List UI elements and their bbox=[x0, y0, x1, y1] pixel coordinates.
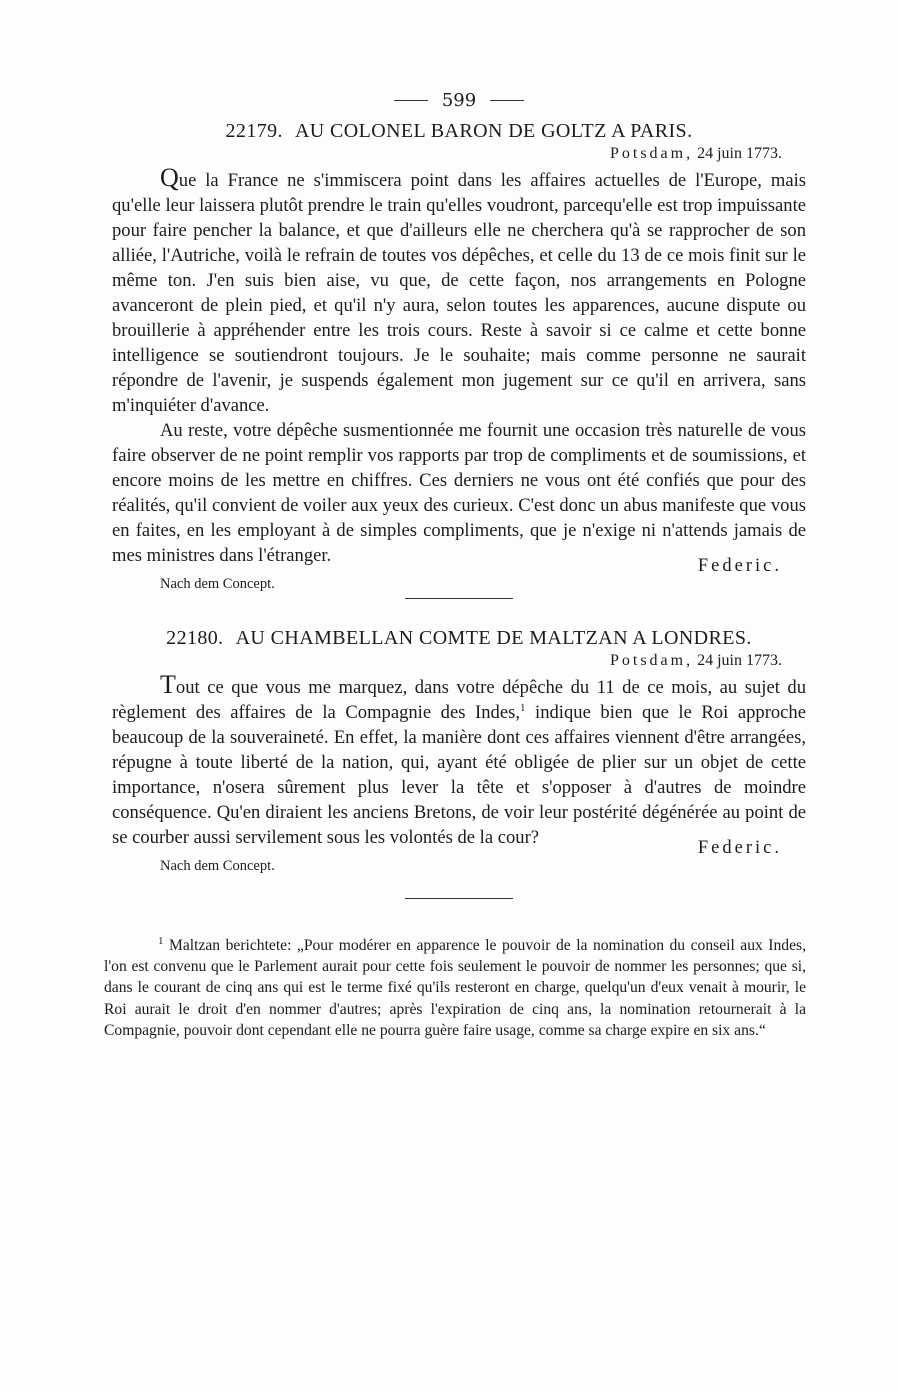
letter-paragraph bbox=[112, 418, 806, 568]
letter-heading bbox=[112, 120, 806, 143]
footnote-marker: 1 bbox=[158, 934, 164, 947]
letter-title: AU CHAMBELLAN COMTE DE MALTZAN A LONDRES. bbox=[235, 627, 752, 649]
paragraph-text: out ce que vous me marquez, dans votre dépêche du 11 de ce mois, au sujet du règlement des affaires de la Compagnie des Indes, bbox=[112, 677, 806, 723]
initial-letter: T bbox=[160, 670, 176, 699]
dateline-date: 24 juin 1773. bbox=[697, 652, 782, 669]
signature: Federic. bbox=[697, 556, 782, 576]
letter-closing bbox=[112, 556, 806, 594]
source-note: Nach dem Concept. bbox=[160, 576, 275, 592]
letter-heading bbox=[112, 627, 806, 650]
letter-paragraph bbox=[112, 165, 806, 418]
dateline-place: Potsdam, bbox=[609, 145, 694, 162]
letter-closing bbox=[112, 838, 806, 876]
header-dash-left bbox=[394, 100, 428, 101]
page bbox=[104, 86, 806, 1041]
page-header bbox=[112, 86, 806, 114]
footnote-rule bbox=[405, 898, 513, 899]
footnote-text: Maltzan berichtete: „Pour modérer en apparence le pouvoir de la nomination du conseil aux Indes, l'on est convenu que le Parlement aurait pour cette fois seulement le pouvoir de nommer les personnes; que si, dans le courant de cinq ans qui est le terme fixé qu'ils resteront en charge, quelqu'un d'eux venait à mourir, le Roi aurait le droit d'en nommer d'autres; après l'expiration de cinq ans, la nomination retournerait à la Compagnie, pouvoir dont cependant elle ne pourra guère faire usage, comme sa charge expire en six ans.“ bbox=[104, 937, 806, 1039]
source-note: Nach dem Concept. bbox=[160, 858, 275, 874]
signature: Federic. bbox=[697, 838, 782, 858]
letter-number: 22179. bbox=[225, 120, 283, 142]
paragraph-text: indique bien que le Roi approche beaucoup de la souveraineté. En effet, la manière dont ces affaires viennent d'être arrangées, répugne à toute liberté de la nation, qui, ayant été obligée de plier sur un objet de cette importance, n'osera sûrement plus lever la tête et s'opposer à d'autres de moindre conséquence. Qu'en diraient les anciens Bretons, de voir leur postérité dégénérée au point de se courber aussi servilement sous les volontés de la cour? bbox=[112, 702, 806, 848]
header-dash-right bbox=[490, 100, 524, 101]
dateline-place: Potsdam, bbox=[609, 652, 694, 669]
paragraph-text: Au reste, votre dépêche susmentionnée me fournit une occasion très naturelle de vous faire observer de ne point remplir vos rapports par trop de compliments et de soumissions, et encore moins de les mettre en chiffres. Ces derniers ne vous ont été confiés que pour des réalités, qu'il convient de voiler aux yeux des curieux. C'est donc un abus manifeste que vous en faites, en les employant à de simples compliments, que je n'exige ni n'attends jamais de mes ministres dans l'étranger. bbox=[112, 420, 806, 566]
letter-number: 22180. bbox=[166, 627, 224, 649]
footnote bbox=[104, 935, 806, 1041]
page-number: 599 bbox=[441, 89, 477, 111]
dateline bbox=[112, 652, 782, 670]
paragraph-text: ue la France ne s'immiscera point dans les affaires actuelles de l'Europe, mais qu'elle leur laissera plutôt prendre le train qu'elles voudront, parcequ'elle est trop impuissante pour faire pencher la balance, et que d'ailleurs elle ne cherchera qu'à se rapprocher de son alliée, l'Autriche, voilà le refrain de toutes vos dépêches, et celle du 13 de ce mois finit sur le même ton. J'en suis bien aise, vu que, de cette façon, nos arrangements en Pologne avanceront de plein pied, et qu'il n'y aura, selon toutes les apparences, aucune dispute ou brouillerie à appréhender entre les trois cours. Reste à savoir si ce calme et cette bonne intelligence se soutiendront toujours. Je le souhaite; mais comme personne ne saurait répondre de l'avenir, je suspends également mon jugement sur ce qu'il en arrivera, sans m'inquiéter d'avance. bbox=[112, 170, 806, 416]
separator-rule bbox=[405, 598, 513, 599]
dateline-date: 24 juin 1773. bbox=[697, 145, 782, 162]
dateline bbox=[112, 145, 782, 163]
initial-letter: Q bbox=[160, 163, 179, 192]
letter-paragraph bbox=[112, 672, 806, 850]
footnote-reference[interactable]: 1 bbox=[519, 701, 526, 714]
letter-title: AU COLONEL BARON DE GOLTZ A PARIS. bbox=[294, 120, 693, 142]
